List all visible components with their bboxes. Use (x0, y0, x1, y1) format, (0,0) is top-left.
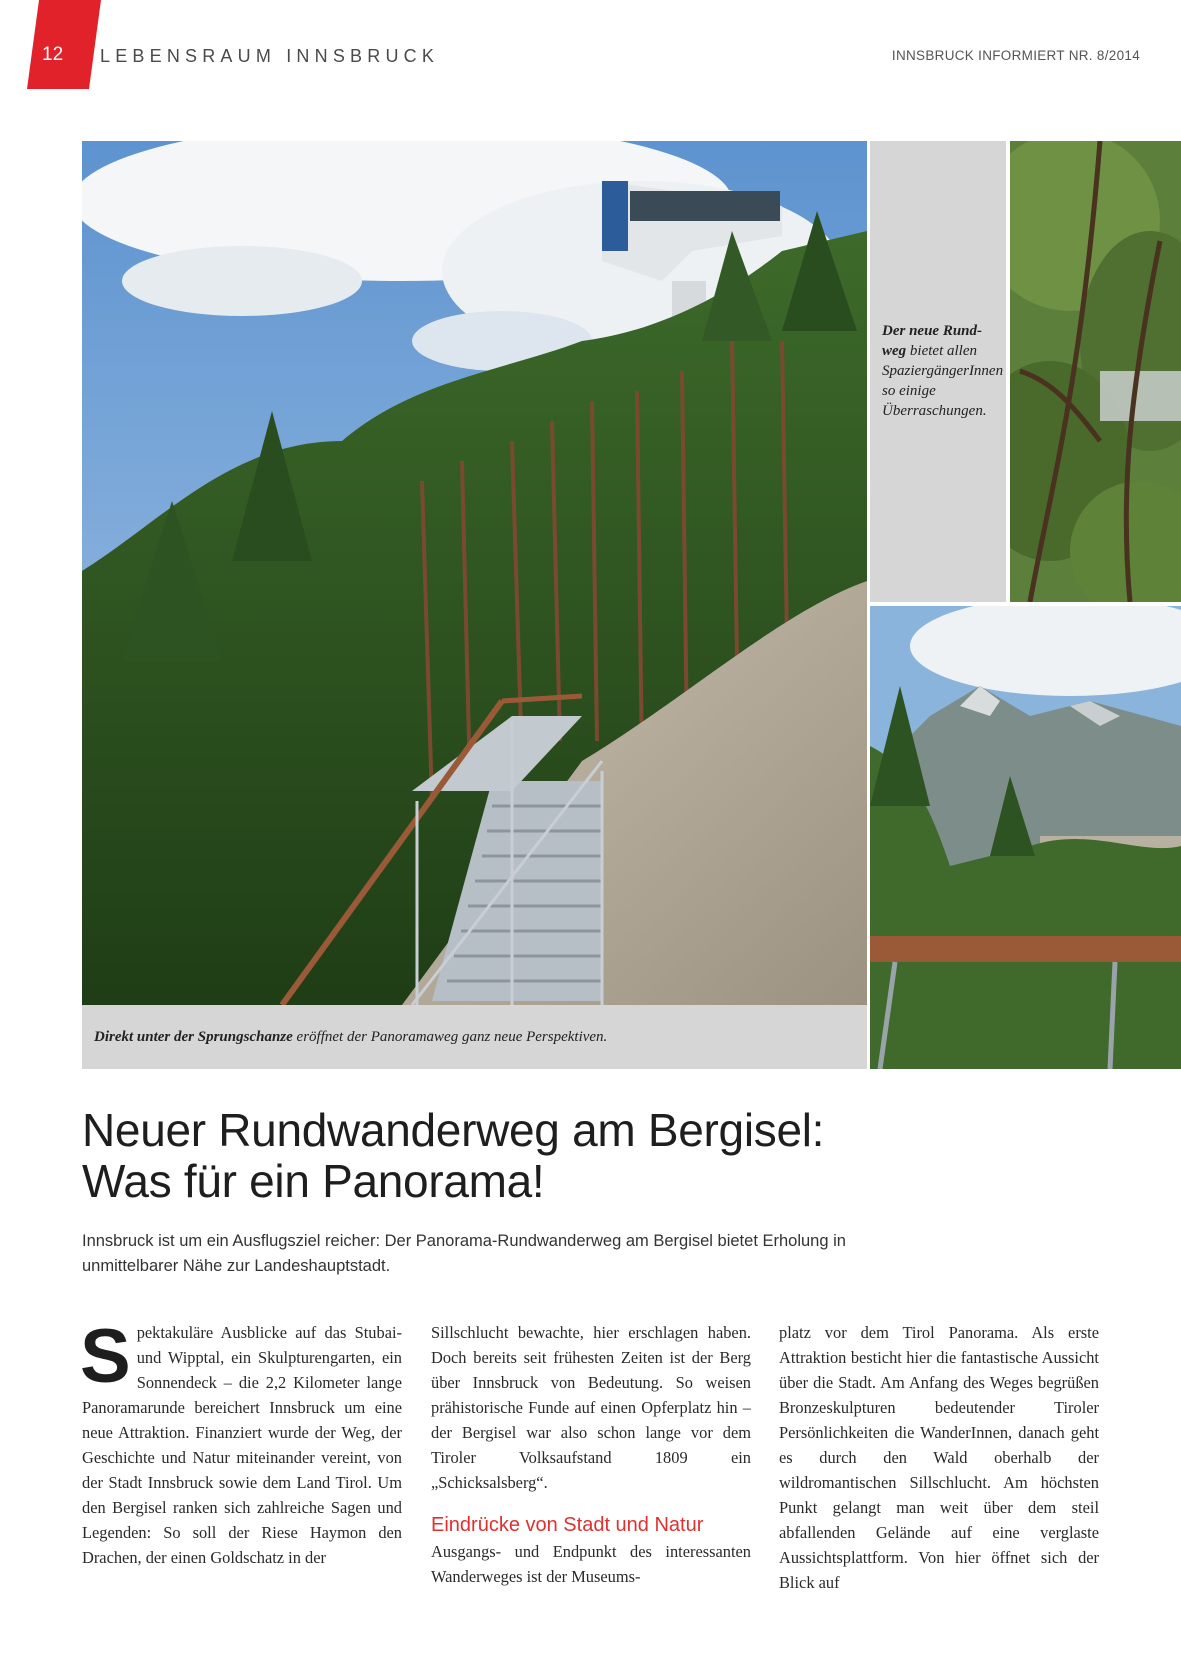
caption-side-bold: Der neue Rundweg (882, 323, 983, 359)
photo-staircase-ski-jump (82, 141, 867, 1005)
issue-label: INNSBRUCK INFORMIERT NR. 8/2014 (891, 48, 1140, 63)
photo-mountain-view (870, 606, 1181, 1069)
body-column-2-text: Sillschlucht bewachte, hier erschlagen haben. Doch bereits seit frühesten Zeiten ist der Berg über Innsbruck von Bedeutung. So weisen prähistorische Funde auf einen Opferplatz hin – der Bergisel war also schon lange vor dem Tiroler Volksaufstand 1809 ein „Schicksalsberg“. (431, 1323, 751, 1492)
caption-bottom-bold: Direkt unter der Sprungschanze (94, 1029, 293, 1045)
article-lead: Innsbruck ist um ein Ausflugsziel reicher: Der Panorama-Rundwanderweg am Bergisel bietet Erholung in unmittelbarer Nähe zur Landeshauptstadt. (82, 1232, 846, 1275)
section-title: LEBENSRAUM INNSBRUCK (100, 46, 440, 66)
body-column-2 (431, 1320, 751, 1589)
headline-line-1: Neuer Rundwanderweg am Bergisel: (82, 1104, 825, 1156)
article-headline (82, 1105, 982, 1207)
body-column-1-text: pektakuläre Ausblicke auf das Stubai- und Wipptal, ein Skulpturengarten, ein Sonnendeck – die 2,2 Kilometer lange Panoramarunde bereichert Innsbruck um eine neue Attraktion. Finanziert wurde der Weg, der Geschichte und Natur miteinander vereint, von der Stadt Innsbruck sowie dem Land Tirol. Um den Bergisel ranken sich zahlreiche Sagen und Legenden: So soll der Riese Haymon den Drachen, der einen Goldschatz in der (82, 1323, 402, 1567)
caption-side-text: bietet allen SpaziergängerInnen so einige Überraschungen. (882, 343, 1004, 419)
caption-bottom-box (82, 1005, 867, 1069)
body-column-3-text: platz vor dem Tirol Panorama. Als erste Attraktion besticht hier die fantastische Aussicht über die Stadt. Am Anfang des Weges begrüßen Bronzeskulpturen bedeutender Tiroler Persönlichkeiten die WanderInnen, danach geht es durch den Wald oberhalb der wildromantischen Sillschlucht. Am höchsten Punkt gelangt man weit über dem steil abfallenden Gelände auf eine verglaste Aussichtsplattform. Von hier öffnet sich der Blick auf (779, 1323, 1099, 1592)
drop-cap: S (80, 1314, 131, 1399)
headline-line-2: Was für ein Panorama! (82, 1155, 545, 1207)
caption-side-box (870, 141, 1006, 602)
subheading: Eindrücke von Stadt und Natur (431, 1514, 704, 1536)
page-number: 12 (42, 44, 64, 65)
body-column-3 (779, 1320, 1099, 1595)
caption-bottom-text: eröffnet der Panoramaweg ganz neue Perspektiven. (292, 1029, 608, 1045)
photo-tree-canopy (1010, 141, 1181, 602)
body-column-2-text-after: Ausgangs- und Endpunkt des interessanten Wanderweges ist der Museums- (431, 1542, 751, 1586)
body-column-1 (80, 1314, 402, 1570)
caption-side (882, 321, 1004, 421)
caption-bottom (94, 1029, 607, 1046)
